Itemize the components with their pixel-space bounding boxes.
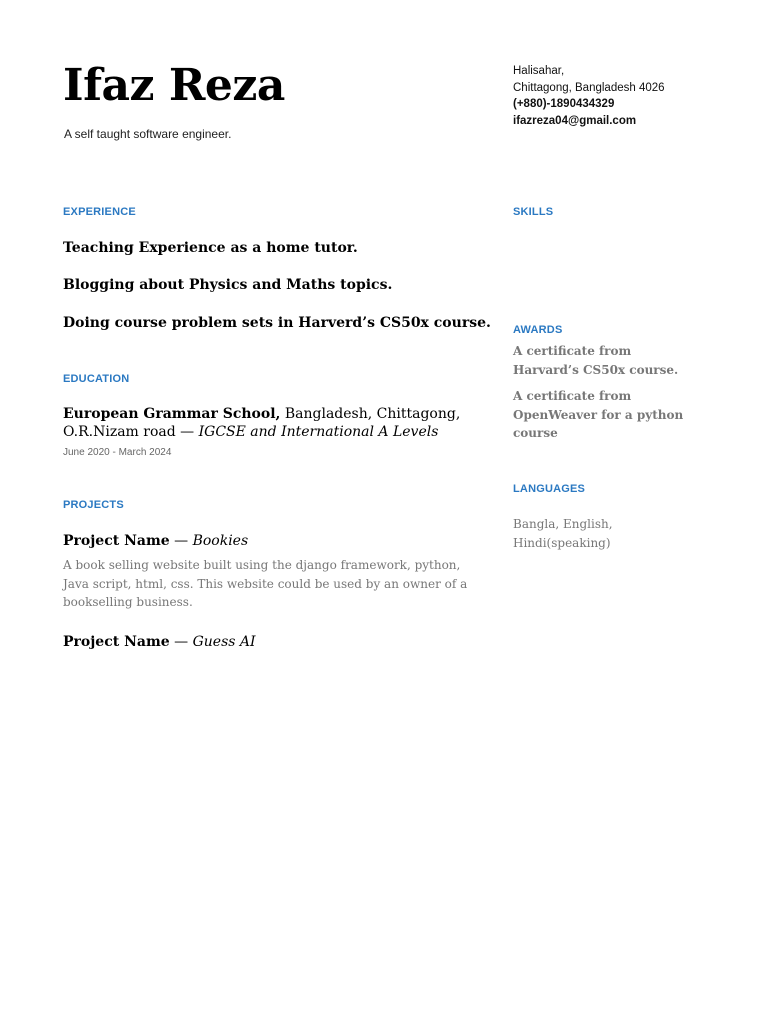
award-item: A certificate from OpenWeaver for a python course <box>513 389 684 440</box>
school-location: Bangladesh, Chittagong, O.R.Nizam road — <box>63 406 461 440</box>
contact-block <box>513 63 665 129</box>
phone-number: (+880)-1890434329 <box>513 98 615 110</box>
award-item: A certificate from Harvard’s CS50x course. <box>513 344 679 377</box>
education-dates: June 2020 - March 2024 <box>63 447 172 458</box>
project-description: A book selling website built using the django framework, python, Java script, html, css. This website could be used by an owner of a bookselling business. <box>63 558 468 609</box>
project-label: Project Name <box>63 533 170 549</box>
languages-list: Bangla, English, Hindi(speaking) <box>513 517 613 550</box>
project-name: Guess AI <box>192 634 256 650</box>
project-title <box>63 634 256 650</box>
education-entry <box>63 405 483 441</box>
project-name: Bookies <box>192 533 249 549</box>
project-separator: — <box>169 533 193 549</box>
experience-item: Teaching Experience as a home tutor. <box>63 240 358 256</box>
education-heading: EDUCATION <box>63 373 130 385</box>
project-separator: — <box>169 634 193 650</box>
languages-heading: LANGUAGES <box>513 483 586 495</box>
projects-heading: PROJECTS <box>63 499 124 511</box>
degree: IGCSE and International A Levels <box>198 424 439 440</box>
skills-heading: SKILLS <box>513 206 554 218</box>
experience-item: Doing course problem sets in Harverd’s CS50x course. <box>63 315 491 331</box>
tagline: A self taught software engineer. <box>64 127 232 141</box>
address-line-1: Halisahar, <box>513 65 565 77</box>
project-label: Project Name <box>63 634 170 650</box>
address-line-2: Chittagong, Bangladesh 4026 <box>513 81 665 94</box>
experience-heading: EXPERIENCE <box>63 206 136 218</box>
school-name: European Grammar School, <box>63 406 281 422</box>
email-address: ifazreza04@gmail.com <box>513 114 637 127</box>
experience-item: Blogging about Physics and Maths topics. <box>63 277 393 293</box>
person-name: Ifaz Reza <box>63 60 285 111</box>
project-title <box>63 533 248 549</box>
awards-heading: AWARDS <box>513 324 563 336</box>
